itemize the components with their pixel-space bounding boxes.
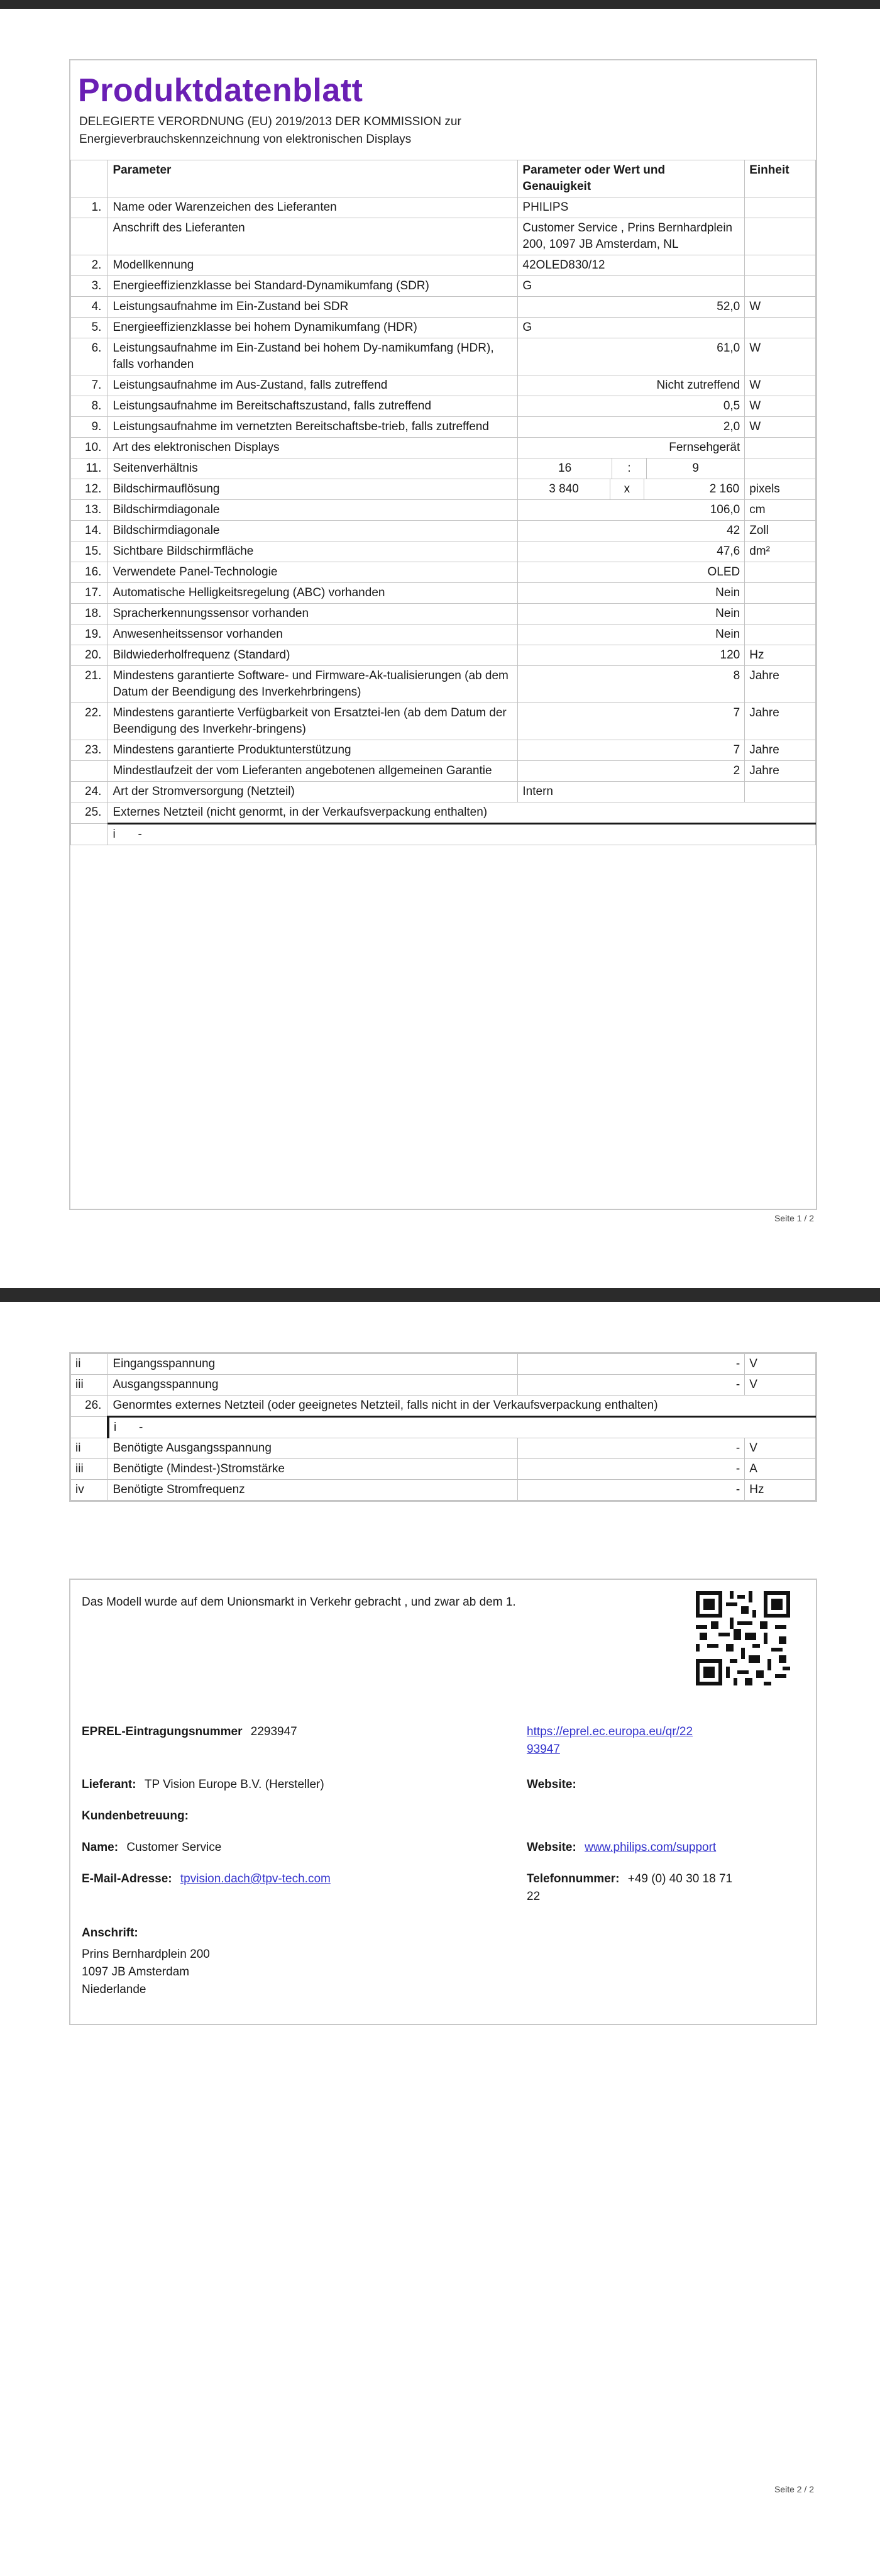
address-block: Prins Bernhardplein 200 1097 JB Amsterdam Niederlande xyxy=(82,1948,210,1996)
header-value: Parameter oder Wert und Genauigkeit xyxy=(518,160,745,197)
header-unit: Einheit xyxy=(745,160,816,197)
table-row: 1. Name oder Warenzeichen des Lieferanten PHILIPS xyxy=(71,197,816,218)
param-cell: Leistungsaufnahme im Ein-Zustand bei hohem Dy-namikumfang (HDR), falls vorhanden xyxy=(108,338,518,375)
eprel-label: EPREL-Eintragungsnummer xyxy=(82,1725,243,1738)
table-row: iv Benötigte Stromfrequenz - Hz xyxy=(71,1480,816,1501)
value-cell: 7 xyxy=(518,703,745,740)
product-data-sheet-continued xyxy=(69,1352,817,1502)
unit-cell: cm xyxy=(745,500,816,521)
unit-cell: Jahre xyxy=(745,666,816,703)
param-cell: Mindestlaufzeit der vom Lieferanten angebotenen allgemeinen Garantie xyxy=(108,761,518,782)
param-cell: Mindestens garantierte Verfügbarkeit von Ersatztei-len (ab dem Datum der Beendigung des Inverkehr-bringens) xyxy=(108,703,518,740)
param-cell: Energieeffizienzklasse bei Standard-Dynamikumfang (SDR) xyxy=(108,276,518,297)
table-row: 22. Mindestens garantierte Verfügbarkeit von Ersatztei-len (ab dem Datum der Beendigung des Inverkehr-bringens) 7 Jahre xyxy=(71,703,816,740)
table-row: 13. Bildschirmdiagonale 106,0 cm xyxy=(71,500,816,521)
unit-cell: Hz xyxy=(745,645,816,666)
regulation-subtitle: DELEGIERTE VERORDNUNG (EU) 2019/2013 DER KOMMISSION zur Energieverbrauchskennzeichnung von elektronischen Displays xyxy=(79,115,461,146)
table-row: 4. Leistungsaufnahme im Ein-Zustand bei SDR 52,0 W xyxy=(71,297,816,318)
table-row: 15. Sichtbare Bildschirmfläche 47,6 dm² xyxy=(71,541,816,562)
unit-cell xyxy=(745,438,816,458)
eprel-link[interactable]: https://eprel.ec.europa.eu/qr/22 93947 xyxy=(527,1725,693,1756)
unit-cell xyxy=(745,583,816,604)
value-cell: 61,0 xyxy=(518,338,745,375)
document-page-1 xyxy=(0,9,880,1288)
unit-cell xyxy=(745,318,816,338)
page-separator xyxy=(0,1288,880,1302)
unit-cell xyxy=(745,562,816,583)
table-row: 7. Leistungsaufnahme im Aus-Zustand, falls zutreffend Nicht zutreffend W xyxy=(71,375,816,396)
value-cell: - xyxy=(518,1459,745,1480)
value-cell: Nein xyxy=(518,604,745,625)
unit-cell: W xyxy=(745,417,816,438)
website-label: Website: xyxy=(527,1778,576,1791)
market-intro-text: Das Modell wurde auf dem Unionsmarkt in Verkehr gebracht , und zwar ab dem 1. xyxy=(82,1596,516,1609)
unit-cell: W xyxy=(745,396,816,417)
table-row: 24. Art der Stromversorgung (Netzteil) Intern xyxy=(71,782,816,802)
param-cell: Sichtbare Bildschirmfläche xyxy=(108,541,518,562)
param-cell: Bildschirmdiagonale xyxy=(108,521,518,541)
unit-cell: Zoll xyxy=(745,521,816,541)
param-cell: Mindestens garantierte Produktunterstützung xyxy=(108,740,518,761)
parameter-table xyxy=(70,160,816,845)
param-cell: Leistungsaufnahme im Bereitschaftszustand, falls zutreffend xyxy=(108,396,518,417)
param-cell: Bildschirmdiagonale xyxy=(108,500,518,521)
table-row: 16. Verwendete Panel-Technologie OLED xyxy=(71,562,816,583)
value-cell: Nein xyxy=(518,583,745,604)
param-cell: Verwendete Panel-Technologie xyxy=(108,562,518,583)
value-cell: 47,6 xyxy=(518,541,745,562)
email-link[interactable]: tpvision.dach@tpv-tech.com xyxy=(180,1872,331,1885)
param-cell: Name oder Warenzeichen des Lieferanten xyxy=(108,197,518,218)
unit-cell: Jahre xyxy=(745,761,816,782)
unit-cell xyxy=(745,625,816,645)
unit-cell xyxy=(745,255,816,276)
value-cell: - xyxy=(518,1354,745,1375)
param-cell: Anschrift des Lieferanten xyxy=(108,218,518,255)
unit-cell: W xyxy=(745,297,816,318)
table-row: 11. Seitenverhältnis 16 : 9 xyxy=(71,458,816,479)
value-cell: 106,0 xyxy=(518,500,745,521)
product-data-sheet xyxy=(69,59,817,1210)
table-row: 21. Mindestens garantierte Software- und Firmware-Ak-tualisierungen (ab dem Datum der Beendigung des Inverkehrbringens) 8 Jahre xyxy=(71,666,816,703)
table-row xyxy=(71,761,816,782)
supplier-name: TP Vision Europe B.V. (Hersteller) xyxy=(144,1778,324,1791)
table-row xyxy=(71,218,816,255)
page-number: Seite 1 / 2 xyxy=(774,1213,814,1223)
table-row: 25. Externes Netzteil (nicht genormt, in der Verkaufsverpackung enthalten) xyxy=(71,802,816,824)
viewer-top-bar xyxy=(0,0,880,9)
email-label: E-Mail-Adresse: xyxy=(82,1872,172,1885)
value-cell: 2,0 xyxy=(518,417,745,438)
value-cell: Nicht zutreffend xyxy=(518,375,745,396)
param-cell: Benötigte (Mindest-)Stromstärke xyxy=(108,1459,518,1480)
unit-cell xyxy=(745,197,816,218)
unit-cell: V xyxy=(745,1438,816,1459)
param-cell: Leistungsaufnahme im Aus-Zustand, falls zutreffend xyxy=(108,375,518,396)
unit-cell: Jahre xyxy=(745,703,816,740)
param-cell: Benötigte Stromfrequenz xyxy=(108,1480,518,1501)
unit-cell: Hz xyxy=(745,1480,816,1501)
support-website-label: Website: xyxy=(527,1841,576,1854)
unit-cell: W xyxy=(745,338,816,375)
table-row: 3. Energieeffizienzklasse bei Standard-Dynamikumfang (SDR) G xyxy=(71,276,816,297)
value-cell: 42OLED830/12 xyxy=(518,255,745,276)
unit-cell xyxy=(745,218,816,255)
table-row: 18. Spracherkennungssensor vorhanden Nein xyxy=(71,604,816,625)
param-cell: Art des elektronischen Displays xyxy=(108,438,518,458)
value-cell: Fernsehgerät xyxy=(518,438,745,458)
value-cell: 7 xyxy=(518,740,745,761)
table-row: 2. Modellkennung 42OLED830/12 xyxy=(71,255,816,276)
table-row: 9. Leistungsaufnahme im vernetzten Bereitschaftsbe-trieb, falls zutreffend 2,0 W xyxy=(71,417,816,438)
param-cell: Ausgangsspannung xyxy=(108,1375,518,1396)
value-cell: - xyxy=(518,1480,745,1501)
table-row: 12. Bildschirmauflösung 3 840 x 2 160 pixels xyxy=(71,479,816,500)
name-label: Name: xyxy=(82,1841,119,1854)
param-cell: Bildwiederholfrequenz (Standard) xyxy=(108,645,518,666)
param-cell: Eingangsspannung xyxy=(108,1354,518,1375)
table-row: iii Ausgangsspannung - V xyxy=(71,1375,816,1396)
table-row: 20. Bildwiederholfrequenz (Standard) 120 Hz xyxy=(71,645,816,666)
support-website-link[interactable]: www.philips.com/support xyxy=(585,1841,717,1854)
supplier-label: Lieferant: xyxy=(82,1778,136,1791)
table-row: iii Benötigte (Mindest-)Stromstärke - A xyxy=(71,1459,816,1480)
phone-label: Telefonnummer: xyxy=(527,1872,620,1885)
value-cell: - xyxy=(518,1375,745,1396)
param-cell: Leistungsaufnahme im Ein-Zustand bei SDR xyxy=(108,297,518,318)
unit-cell: A xyxy=(745,1459,816,1480)
unit-cell: W xyxy=(745,375,816,396)
document-title: Produktdatenblatt xyxy=(78,72,363,109)
param-cell: Leistungsaufnahme im vernetzten Bereitschaftsbe-trieb, falls zutreffend xyxy=(108,417,518,438)
table-row: i - xyxy=(71,824,816,845)
customer-support-label: Kundenbetreuung: xyxy=(82,1809,189,1823)
value-cell: OLED xyxy=(518,562,745,583)
table-row: 5. Energieeffizienzklasse bei hohem Dynamikumfang (HDR) G xyxy=(71,318,816,338)
value-cell: 52,0 xyxy=(518,297,745,318)
unit-cell: Jahre xyxy=(745,740,816,761)
table-row: 23. Mindestens garantierte Produktunterstützung 7 Jahre xyxy=(71,740,816,761)
param-cell: Anwesenheitssensor vorhanden xyxy=(108,625,518,645)
param-cell: Automatische Helligkeitsregelung (ABC) vorhanden xyxy=(108,583,518,604)
param-cell: Benötigte Ausgangsspannung xyxy=(108,1438,518,1459)
table-row: ii Benötigte Ausgangsspannung - V xyxy=(71,1438,816,1459)
value-cell: 2 xyxy=(518,761,745,782)
param-cell: Modellkennung xyxy=(108,255,518,276)
value-cell: 42 xyxy=(518,521,745,541)
unit-cell: dm² xyxy=(745,541,816,562)
eprel-number: 2293947 xyxy=(250,1725,297,1738)
value-cell: Nein xyxy=(518,625,745,645)
param-cell: Energieeffizienzklasse bei hohem Dynamikumfang (HDR) xyxy=(108,318,518,338)
table-row: i - xyxy=(71,1417,816,1438)
table-row: 6. Leistungsaufnahme im Ein-Zustand bei hohem Dy-namikumfang (HDR), falls vorhanden 61,0 W xyxy=(71,338,816,375)
qr-code-icon[interactable] xyxy=(696,1591,790,1685)
table-row: 8. Leistungsaufnahme im Bereitschaftszustand, falls zutreffend 0,5 W xyxy=(71,396,816,417)
unit-cell: V xyxy=(745,1354,816,1375)
phone-number: +49 (0) 40 30 18 71 xyxy=(627,1872,733,1885)
unit-cell: V xyxy=(745,1375,816,1396)
supplier-info-box: Das Modell wurde auf dem Unionsmarkt in Verkehr gebracht , und zwar ab dem 1. EPREL-Eintragungsnummer 2293947 https://eprel.ec.europa.eu/qr/22 93947 Lieferant: TP Vision Europe B.V. (Hersteller) Website: Kundenbetreuung: Name: Customer Service Website: www.philips.com/support E-Mail-Adresse: tpvision.dach@tpv-tech.com Telefonnummer: +49 (0) 40 30 18 71 22 Anschrift: Prins Bernhardplein 200 1097 JB Amsterdam Niederlande xyxy=(69,1579,817,2025)
address-label: Anschrift: xyxy=(82,1926,138,1940)
table-row: 17. Automatische Helligkeitsregelung (ABC) vorhanden Nein xyxy=(71,583,816,604)
value-cell: 8 xyxy=(518,666,745,703)
value-cell: PHILIPS xyxy=(518,197,745,218)
value-cell: 0,5 xyxy=(518,396,745,417)
table-row: ii Eingangsspannung - V xyxy=(71,1354,816,1375)
parameter-table-continued xyxy=(70,1353,816,1501)
value-cell: 120 xyxy=(518,645,745,666)
support-name: Customer Service xyxy=(126,1841,222,1854)
table-header-row xyxy=(71,160,816,197)
document-page-2 xyxy=(0,1302,880,2576)
value-cell: - xyxy=(518,1438,745,1459)
header-parameter: Parameter xyxy=(108,160,518,197)
value-cell: G xyxy=(518,276,745,297)
table-row: 26. Genormtes externes Netzteil (oder geeignetes Netzteil, falls nicht in der Verkaufsverpackung enthalten) xyxy=(71,1396,816,1417)
page-number: Seite 2 / 2 xyxy=(774,2484,814,2494)
unit-cell xyxy=(745,604,816,625)
param-cell: Mindestens garantierte Software- und Firmware-Ak-tualisierungen (ab dem Datum der Beendigung des Inverkehrbringens) xyxy=(108,666,518,703)
value-cell: Customer Service , Prins Bernhardplein 200, 1097 JB Amsterdam, NL xyxy=(518,218,745,255)
value-cell: G xyxy=(518,318,745,338)
table-row: 19. Anwesenheitssensor vorhanden Nein xyxy=(71,625,816,645)
table-row: 10. Art des elektronischen Displays Fernsehgerät xyxy=(71,438,816,458)
table-row: 14. Bildschirmdiagonale 42 Zoll xyxy=(71,521,816,541)
param-cell: Spracherkennungssensor vorhanden xyxy=(108,604,518,625)
unit-cell xyxy=(745,276,816,297)
